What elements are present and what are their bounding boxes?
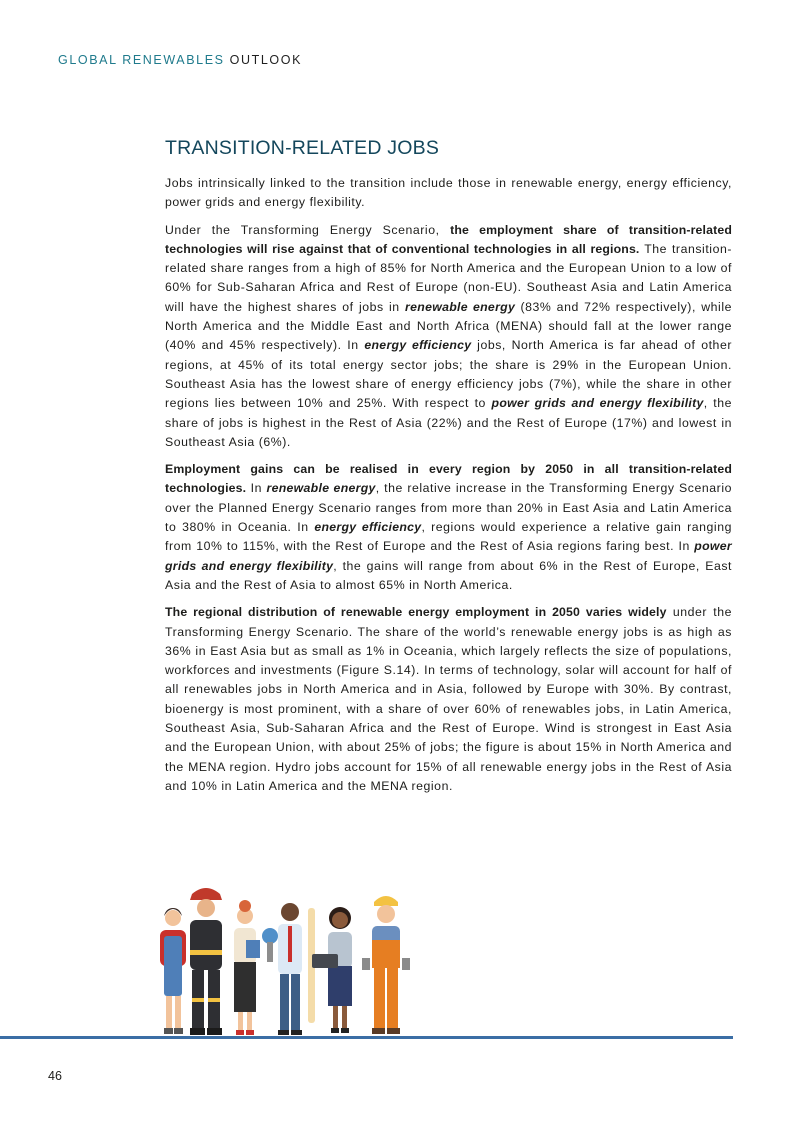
text-run: , the share of jobs is highest in the Rest of Asia (22%) and the Rest of Europe (17%) and lowest in Southeast Asia (6%).	[165, 396, 732, 449]
text-run: , regions would experience a relative gain ranging from 10% to 115%, with the Rest of Europe and the Rest of Asia regions faring best. In	[165, 520, 732, 554]
emphasis-renewable-energy: renewable energy	[405, 299, 516, 314]
running-header-rest: OUTLOOK	[224, 53, 303, 67]
paragraph-employment-share	[165, 221, 732, 453]
emphasis-power-grids: power grids and energy flexibility	[491, 396, 704, 411]
emphasis-energy-efficiency: energy efficiency	[314, 520, 422, 535]
text-run: The transition-related share ranges from a high of 85% for North America and the European Union to a low of 60% for Sub-Saharan Africa and Rest of Europe (non-EU). Southeast Asia and Latin America will have the highest shares of jobs in	[165, 241, 733, 314]
emphasis-renewable-energy: renewable energy	[266, 481, 376, 496]
section-title: TRANSITION-RELATED JOBS	[165, 137, 440, 159]
text-run: , the relative increase in the Transforming Energy Scenario over the Planned Energy Scenario ranges from more than 20% in East Asia and Latin America to 380% in Oceania. In	[165, 481, 732, 535]
worker-construction-figure	[362, 896, 410, 1034]
emphasis-energy-efficiency: energy efficiency	[364, 338, 472, 353]
bold-run: The regional distribution of renewable energy employment in 2050 varies widely	[165, 605, 667, 620]
worker-office-figure	[312, 907, 352, 1033]
running-header-accent: GLOBAL RENEWABLES	[58, 53, 225, 67]
paragraph-intro: Jobs intrinsically linked to the transition include those in renewable energy, energy efficiency, power grids and energy flexibility.	[165, 176, 732, 210]
divider-rule	[0, 1036, 733, 1039]
worker-apron-figure	[160, 908, 186, 1034]
running-header	[58, 53, 302, 67]
bold-run: the employment share of transition-related technologies will rise against that of conventional technologies in all regions.	[165, 222, 732, 256]
text-run: (83% and 72% respectively), while North America and the Middle East and North Africa (MENA) should fall at the lower range (40% and 45% respectively). In	[165, 299, 733, 353]
text-run: In	[246, 481, 267, 496]
worker-firefighter-figure	[190, 888, 222, 1035]
paragraph-employment-gains	[165, 460, 732, 595]
worker-scientist-figure	[262, 903, 302, 1035]
bold-run: Employment gains can be realised in every region by 2050 in all transition-related technologies.	[165, 462, 732, 496]
text-run: Under the Transforming Energy Scenario,	[165, 222, 451, 237]
paragraph-regional-distribution	[165, 603, 732, 796]
worker-businesswoman-figure	[234, 900, 260, 1035]
workers-illustration	[150, 878, 435, 1043]
page-number: 46	[48, 1069, 62, 1083]
main-content	[165, 137, 732, 804]
text-run: jobs, North America is far ahead of other regions, at 45% of its total energy sector jobs; the share is 29% in the European Union. Southeast Asia has the lowest share of energy efficiency jobs (7%), while the share in other regions lies between 10% and 25%. With respect to	[165, 338, 732, 411]
text-run: , the gains will range from about 6% in the Rest of Europe, East Asia and the Rest of Asia to almost 65% in North America.	[165, 558, 732, 592]
emphasis-power-grids: power grids and energy flexibility	[165, 539, 732, 573]
text-run: under the Transforming Energy Scenario. The share of the world’s renewable energy jobs is as high as 36% in East Asia but as small as 1% in Oceania, which largely reflects the size of populations, workforces and investments (Figure S.14). In terms of technology, solar will account for half of all renewables jobs in North America and in Asia, followed by Europe with 30%. By contrast, bioenergy is most prominent, with a share of over 60% of renewables jobs, in Latin America, Southeast Asia, Sub-Saharan Africa and the Rest of Europe. Wind is strongest in East Asia and the European Union, with about 25% of jobs; the figure is about 15% in North America and the MENA region. Hydro jobs account for 15% of all renewable energy jobs in the Rest of Asia and 10% in Latin America and the MENA region.	[165, 605, 732, 793]
